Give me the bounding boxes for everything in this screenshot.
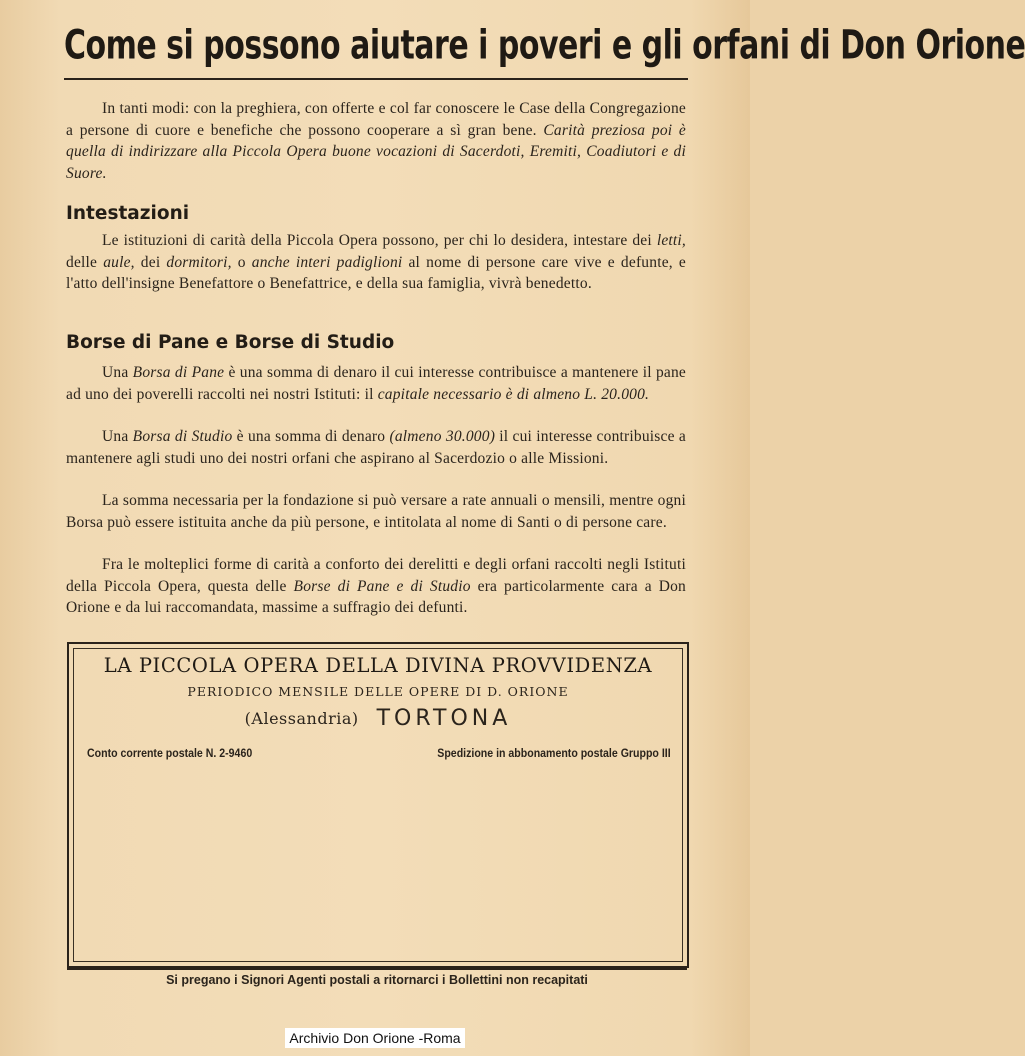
borsa-pane-italic-2: capitale necessario è di almeno L. 20.000.	[377, 385, 650, 403]
city-label: TORTONA	[376, 706, 512, 731]
city-line	[69, 706, 687, 731]
intro-paragraph	[66, 98, 686, 184]
intestazioni-text-2: delle	[66, 253, 104, 271]
borsa-pane-italic-1: Borsa di Pane	[132, 364, 225, 381]
footer-divider	[67, 968, 687, 970]
molteplici-italic: Borse di Pane e di Studio	[293, 577, 471, 595]
intestazioni-italic-2: aule,	[103, 253, 135, 271]
archive-watermark	[0, 1030, 750, 1046]
intestazioni-italic-1: letti,	[656, 232, 686, 249]
periodical-subtitle: PERIODICO MENSILE DELLE OPERE DI D. ORIONE	[187, 684, 569, 699]
province-label: (Alessandria)	[244, 709, 359, 728]
heading-intestazioni: Intestazioni	[66, 203, 190, 224]
intestazioni-text-4: o	[231, 253, 252, 271]
shipping-note: Spedizione in abbonamento postale Gruppo III	[437, 748, 671, 760]
borsa-studio-text-a: Una	[102, 428, 133, 445]
fondazione-paragraph: La somma necessaria per la fondazione si può versare a rate annuali o mensili, mentre ogni Borsa può essere istituita anche da più persone, e intitolata al nome di Santi o di persone care.	[66, 492, 686, 531]
intestazioni-paragraph	[66, 230, 686, 295]
intro-text: In tanti modi: con la preghiera, con offerte e col far conoscere le Case della Congregazione a persone di cuore e benefiche che possono cooperare a sì gran bene.	[66, 100, 686, 139]
molteplici-text-a: Fra le molteplici forme di carità a conforto dei derelitti e degli orfani raccolti negli Istituti della Piccola Opera, questa delle	[66, 556, 686, 595]
borsa-studio-text-b: è una somma di denaro	[232, 428, 390, 445]
intestazioni-text-5: al nome di persone care vive e defunte, e l'atto dell'insigne Benefattore o Benefattrice, e della sua famiglia, vivrà benedetto.	[66, 253, 687, 292]
publisher-name: LA PICCOLA OPERA DELLA DIVINA PROVVIDENZA	[103, 654, 653, 677]
postal-agents-note: Si pregano i Signori Agenti postali a ritornarci i Bollettini non recapitati	[166, 973, 588, 987]
borsa-studio-paragraph	[66, 426, 686, 469]
intro-italic-text: Carità preziosa poi è quella di indirizzare alla Piccola Opera buone vocazioni di Sacerdoti, Eremiti, Coadiutori e di Suore.	[66, 121, 686, 182]
molteplici-text-b: era particolarmente cara a Don Orione e da lui raccomandata, massime a suffragio dei defunti.	[66, 577, 686, 616]
intestazioni-text-3: dei	[134, 253, 167, 271]
borsa-pane-paragraph	[66, 362, 686, 405]
borsa-pane-text-b: è una somma di denaro il cui interesse contribuisce a mantenere il pane ad uno dei poverelli raccolti nei nostri Istituti: il	[66, 364, 687, 403]
molteplici-paragraph	[66, 554, 686, 619]
borsa-studio-text-c: il cui interesse contribuisce a mantenere agli studi uno dei nostri orfani che aspirano al Sacerdozio o alle Missioni.	[66, 428, 687, 467]
intestazioni-italic-3: dormitori,	[166, 253, 232, 271]
intestazioni-italic-4: anche interi padiglioni	[251, 253, 403, 271]
title-divider	[64, 78, 688, 80]
archive-label: Archivio Don Orione -Roma	[285, 1028, 464, 1048]
borsa-pane-text-a: Una	[102, 364, 133, 381]
borsa-studio-italic-2: (almeno 30.000)	[389, 428, 496, 445]
mailing-address-box	[67, 642, 689, 968]
page-title: Come si possono aiutare i poveri e gli orfani di Don Orione	[64, 22, 1025, 70]
heading-borse: Borse di Pane e Borse di Studio	[66, 332, 395, 353]
borsa-studio-italic-1: Borsa di Studio	[132, 428, 233, 445]
postal-account: Conto corrente postale N. 2-9460	[87, 748, 253, 760]
intestazioni-text-1: Le istituzioni di carità della Piccola Opera possono, per chi lo desidera, intestare dei	[102, 232, 657, 249]
